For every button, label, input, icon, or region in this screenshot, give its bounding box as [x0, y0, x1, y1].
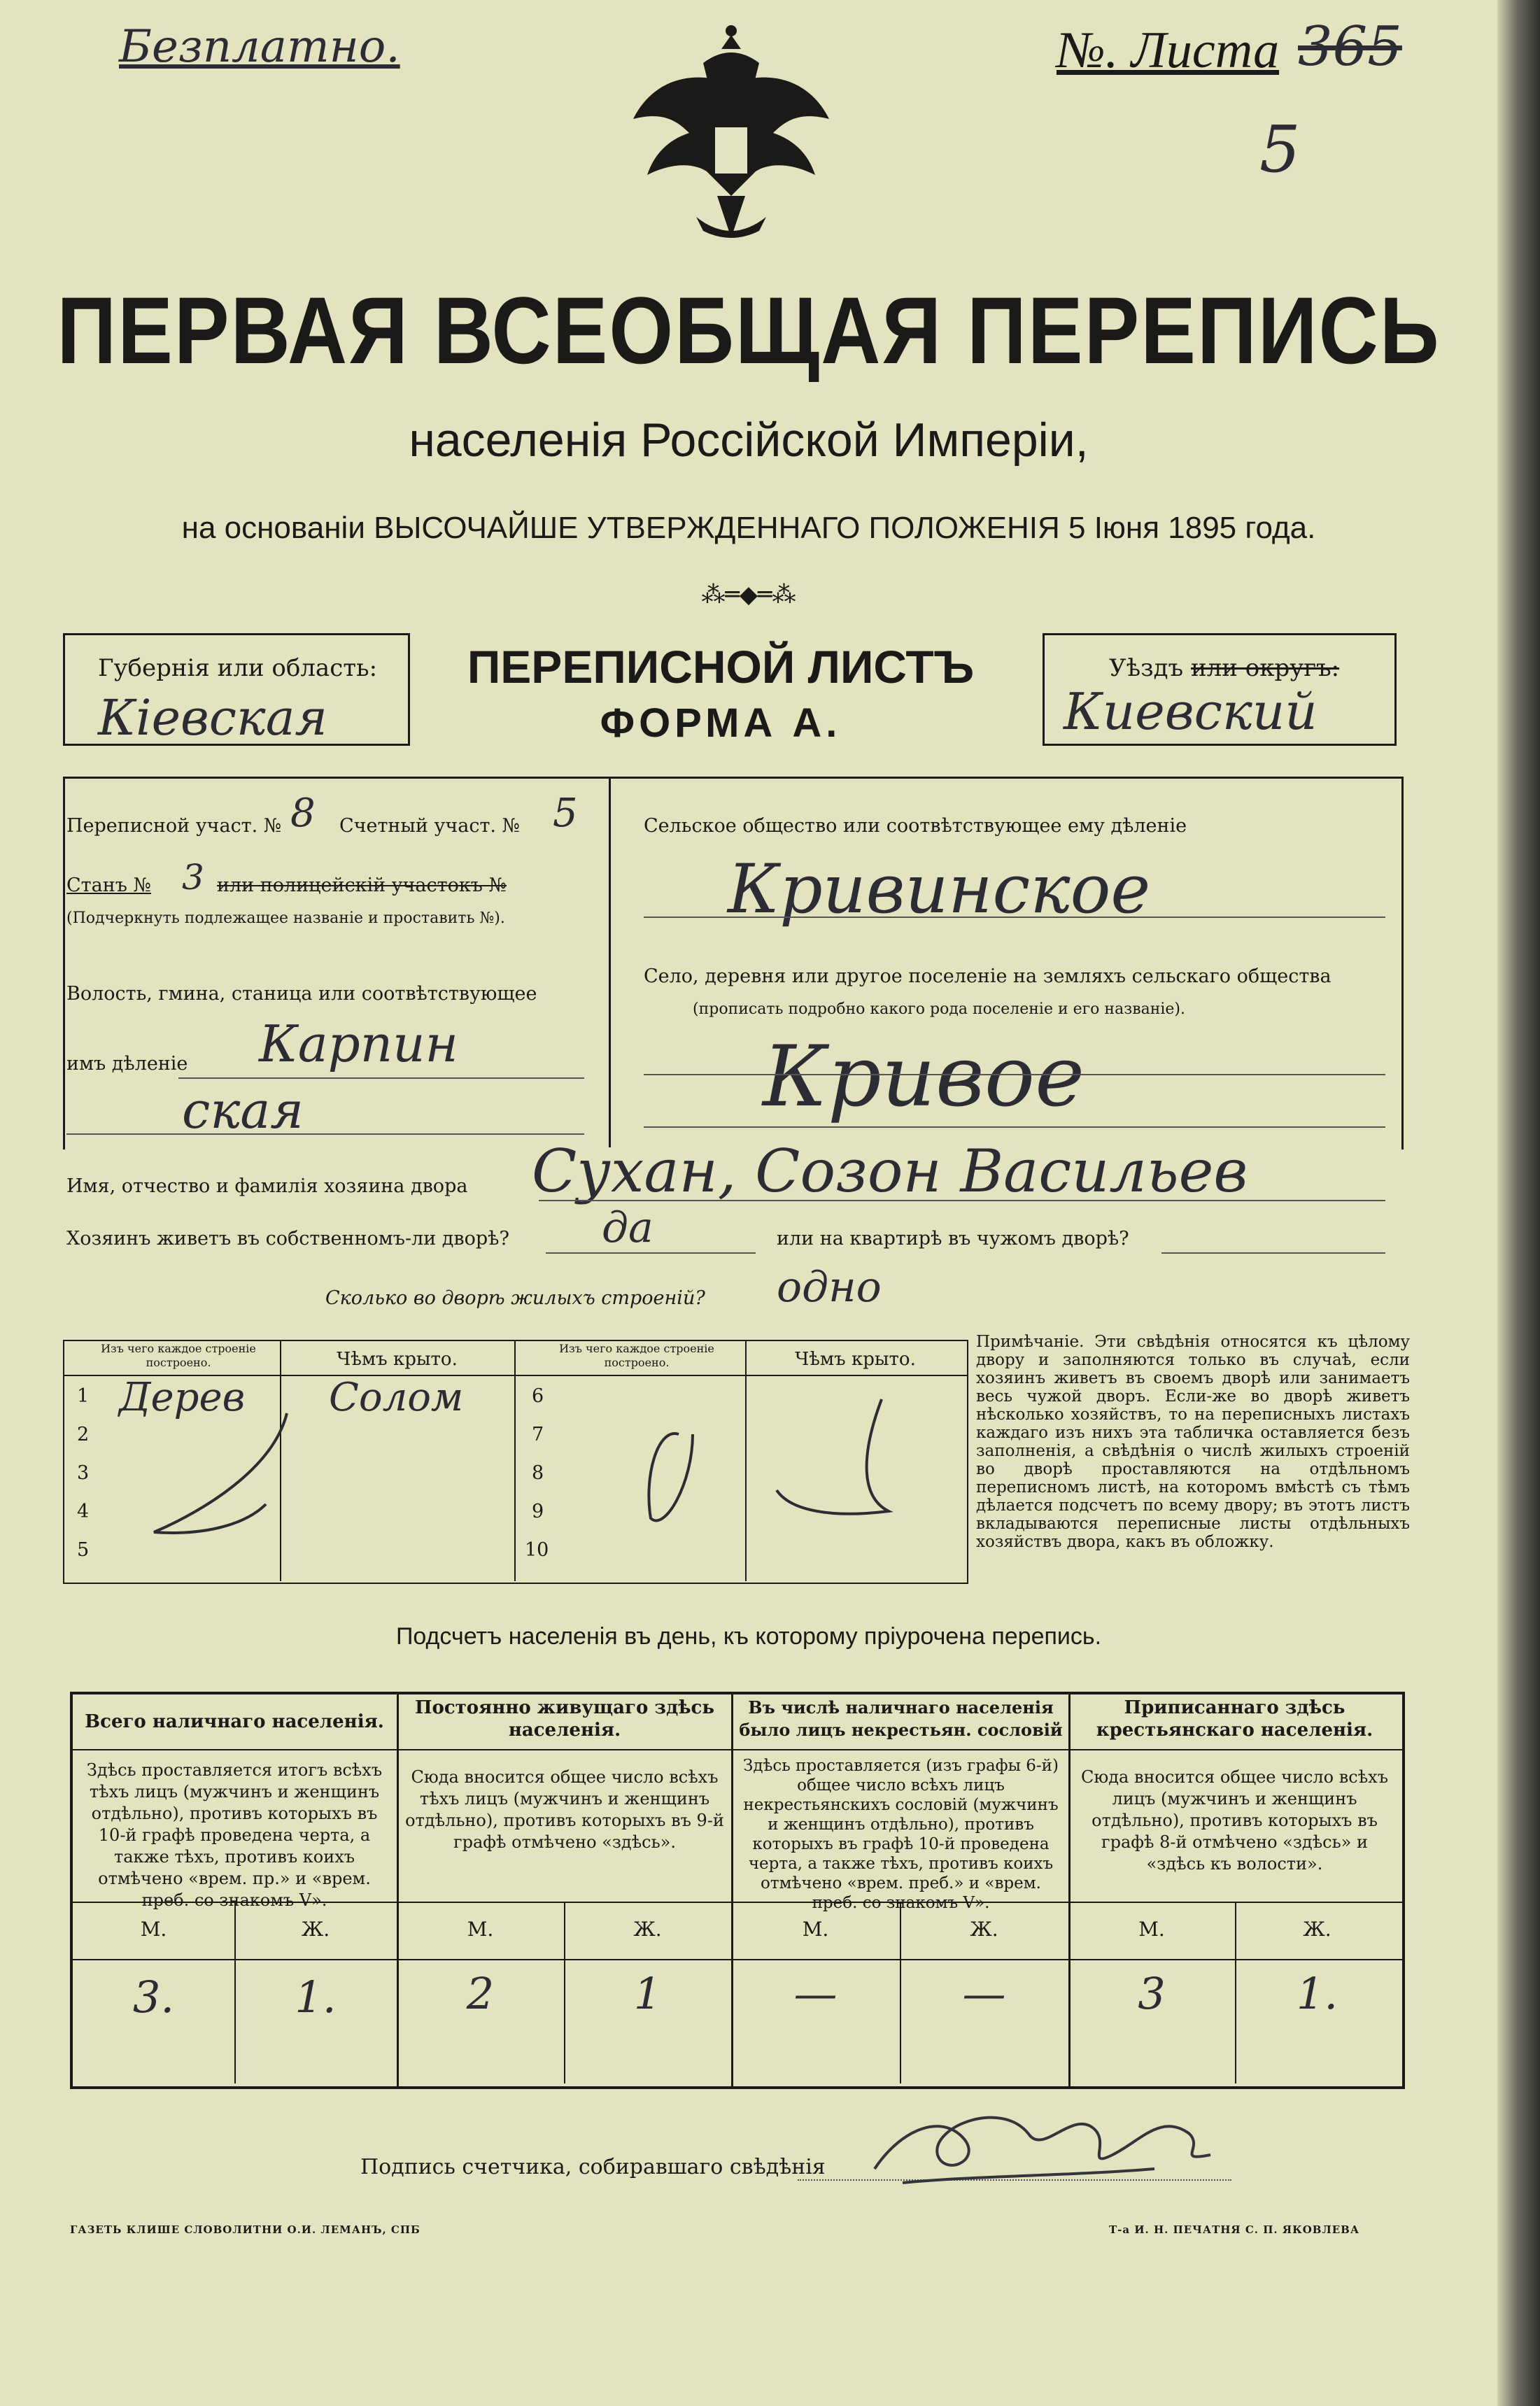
- stan-value: 3: [182, 857, 204, 898]
- pop-col4-m-label: М.: [1138, 1918, 1165, 1941]
- pop-col4-f-label: Ж.: [1303, 1918, 1331, 1941]
- pop-col1-title: Всего наличнаго населенія.: [85, 1711, 384, 1732]
- buildings-col-roof-l: Чѣмъ крыто.: [337, 1349, 458, 1370]
- owner-name-value: Сухан, Созон Васильев: [532, 1137, 1248, 1205]
- row-number: 4: [77, 1501, 90, 1522]
- row-number: 5: [77, 1539, 90, 1561]
- pop-col2-f-value: 1: [633, 1968, 662, 2019]
- pop-col3-f-value: —: [962, 1968, 1006, 2019]
- row1-material: Дерев: [119, 1375, 246, 1420]
- own-yard-line: [546, 1252, 756, 1254]
- row-number: 1: [77, 1385, 90, 1407]
- buildings-col-roof-r: Чѣмъ крыто.: [795, 1349, 916, 1370]
- pop-col4-title: Приписаннаго здѣсь крестьянскаго населенія.: [1096, 1697, 1373, 1741]
- pop-col2-m-label: М.: [467, 1918, 494, 1941]
- volost-label-2: имъ дѣленіе: [66, 1053, 188, 1075]
- village-note: (прописать подробно какого рода поселеніе и его названіе).: [693, 1000, 1185, 1018]
- pop-col2-title: Постоянно живущаго здѣсь населенія.: [414, 1697, 715, 1741]
- page-edge: [1497, 0, 1540, 2406]
- page-subtitle: населенія Россійской Имперіи,: [409, 413, 1089, 467]
- pop-col1-desc: Здѣсь проставляется итогъ всѣхъ тѣхъ лицъ (мужчинъ и женщинъ отдѣльно), противъ которыхъ въ 10-й графѣ проведена черта, а также тѣхъ, противъ коихъ отмѣчено «врем. пр.» и «врем. преб. со знакомъ V».: [86, 1760, 383, 1910]
- own-yard-value: да: [602, 1203, 654, 1252]
- printer-left: ГАЗЕТЬ КЛИШЕ СЛОВОЛИТНИ О.И. ЛЕМАНЪ, СПБ: [70, 2223, 421, 2236]
- village-label: Село, деревня или другое поселеніе на земляхъ сельскаго общества: [644, 965, 1331, 987]
- pop-col-line-2: [731, 1692, 733, 2087]
- uezd-label-text: Уѣздъ: [1109, 654, 1184, 682]
- signature-label: Подпись счетчика, собиравшаго свѣдѣнія: [360, 2155, 826, 2179]
- buildings-value: одно: [777, 1263, 882, 1312]
- sheet-number-struck: 365: [1298, 15, 1402, 78]
- pop-col2-desc: Сюда вносится общее число всѣхъ тѣхъ лицъ (мужчинъ и женщинъ отдѣльно), противъ которыхъ въ 9-й графѣ отмѣчено «здѣсь».: [405, 1767, 724, 1852]
- pop-col3-desc: Здѣсь проставляется (изъ графы 6-й) общее число всѣхъ лицъ некрестьянскихъ сословій (мужчинъ и женщинъ отдѣльно), противъ которыхъ въ графѣ 10-й проведена черта, а также тѣхъ, противъ коихъ отмѣчено «врем. преб.» и «врем. преб. со знакомъ V».: [742, 1757, 1059, 1912]
- rented-label-text: или на квартирѣ въ чужомъ дворѣ?: [777, 1228, 1129, 1250]
- uezd-value: Киевский: [1064, 682, 1318, 741]
- volost-value-2: ская: [182, 1081, 304, 1140]
- pop-col-line-1: [397, 1692, 399, 2087]
- signature-scribble: [861, 2071, 1224, 2197]
- uezd-label: [1109, 654, 1339, 682]
- stan-struck: или полицейскій участокъ №: [217, 875, 507, 896]
- society-label: Сельское общество или соотвѣтствующее ему дѣленіе: [644, 815, 1187, 837]
- pop-col1-m-label: М.: [140, 1918, 167, 1941]
- pop-col3-f-label: Ж.: [970, 1918, 998, 1941]
- owner-name-line: [539, 1200, 1385, 1201]
- ornament-divider: ⁂═◆═⁂: [701, 581, 796, 609]
- volost-label: Волость, гмина, станица или соотвѣтствующее: [66, 983, 537, 1005]
- row-number: 3: [77, 1462, 90, 1484]
- row-number: 6: [532, 1385, 544, 1407]
- pop-col3-m-label: М.: [802, 1918, 829, 1941]
- printer-right: Т-а И. Н. ПЕЧАТНЯ С. П. ЯКОВЛЕВА: [1109, 2223, 1360, 2236]
- strikeout-marks: [63, 1371, 966, 1581]
- pop-col3-m-value: —: [793, 1968, 838, 2019]
- rented-line: [1161, 1252, 1385, 1254]
- pop-col1-f-label: Ж.: [301, 1918, 330, 1941]
- page-title: ПЕРВАЯ ВСЕОБЩАЯ ПЕРЕПИСЬ: [57, 278, 1441, 384]
- village-line-2: [644, 1126, 1385, 1128]
- buildings-col-material-l: Изъ чего каждое строеніе построено.: [101, 1342, 256, 1369]
- gubernia-value: Кіевская: [98, 689, 327, 746]
- row1-roof: Солом: [329, 1375, 464, 1420]
- pop-col3-title: Въ числѣ наличнаго населенія было лицъ некрестьян. сословій: [739, 1697, 1063, 1740]
- pop-col4-m-value: 3: [1138, 1968, 1166, 2019]
- pop-col4-desc: Сюда вносится общее число всѣхъ лицъ (мужчинъ и женщинъ отдѣльно), противъ которыхъ въ графѣ 8-й отмѣчено «здѣсь» и «здѣсь къ волости».: [1081, 1767, 1388, 1874]
- buildings-col-material-r: Изъ чего каждое строеніе построено.: [559, 1342, 714, 1369]
- count-district-label: Счетный участ. №: [339, 815, 521, 837]
- stan-label: Станъ №: [66, 875, 151, 896]
- free-label: Безплатно.: [119, 21, 400, 73]
- row-number: 10: [525, 1539, 549, 1561]
- pop-col2-f-label: Ж.: [633, 1918, 662, 1941]
- own-yard-label: Хозяинъ живетъ въ собственномъ-ли дворѣ?: [66, 1228, 509, 1250]
- census-district-value: 8: [290, 791, 316, 836]
- buildings-label: Сколько во дворѣ жилыхъ строеній?: [325, 1287, 705, 1309]
- village-line-1: [644, 1074, 1385, 1075]
- pop-col-line-3: [1068, 1692, 1071, 2087]
- row-number: 8: [532, 1462, 544, 1484]
- fields-divider: [609, 777, 611, 1147]
- volost-line-1: [178, 1077, 584, 1079]
- row-number: 2: [77, 1424, 90, 1445]
- uezd-struck-text: или округъ:: [1191, 654, 1340, 682]
- volost-line-2: [66, 1133, 584, 1135]
- legal-basis: на основаніи ВЫСОЧАЙШЕ УТВЕРЖДЕННАГО ПОЛОЖЕНІЯ 5 Іюня 1895 года.: [181, 511, 1316, 545]
- sheet-number-label: №. Листа: [1057, 22, 1280, 79]
- gubernia-label: Губернія или область:: [98, 654, 378, 682]
- pop-col2-m-value: 2: [466, 1968, 495, 2019]
- buildings-note: Примѣчаніе. Эти свѣдѣнія относятся къ цѣлому двору и заполняются только въ случаѣ, если хозяинъ живетъ въ своемъ дворѣ или занимаетъ весь чужой дворъ. Если-же во дворѣ живетъ нѣсколько хозяйствъ, то на переписныхъ листахъ каждаго изъ нихъ эта табличка оставляется безъ заполненія, а свѣдѣнія о числѣ жилыхъ строеній во дворѣ проставляются на отдѣльномъ переписномъ листѣ, на которомъ вмѣстѣ съ тѣмъ дѣлается подсчетъ по всему двору; въ этотъ листъ вкладываются переписные листы отдѣльныхъ хозяйствъ двора, какъ въ обложку.: [976, 1333, 1410, 1551]
- sheet-number-new: 5: [1259, 112, 1301, 187]
- stan-note: (Подчеркнуть подлежащее названіе и проставить №).: [66, 910, 505, 927]
- owner-name-label: Имя, отчество и фамилія хозяина двора: [66, 1175, 468, 1197]
- form-title: ПЕРЕПИСНОЙ ЛИСТЪ: [467, 641, 975, 693]
- rented-label: [777, 1228, 1129, 1250]
- pop-col1-f-value: 1.: [295, 1972, 337, 2023]
- count-district-value: 5: [553, 791, 578, 836]
- pop-value-line: [70, 1959, 1402, 1960]
- row-number: 7: [532, 1424, 544, 1445]
- form-name: ФОРМА А.: [600, 700, 842, 746]
- pop-col1-m-value: 3.: [132, 1972, 175, 2023]
- census-district-label: Переписной участ. №: [66, 815, 282, 837]
- volost-value: Карпин: [259, 1014, 458, 1073]
- society-value: Кривинское: [728, 850, 1151, 928]
- row-number: 9: [532, 1501, 544, 1522]
- imperial-eagle-icon: [626, 21, 836, 252]
- village-value: Кривое: [763, 1028, 1085, 1126]
- society-line: [644, 917, 1385, 918]
- pop-col4-f-value: 1.: [1296, 1968, 1338, 2019]
- population-heading: Подсчетъ населенія въ день, къ которому пріурочена перепись.: [395, 1623, 1102, 1650]
- pop-head-line: [70, 1749, 1402, 1750]
